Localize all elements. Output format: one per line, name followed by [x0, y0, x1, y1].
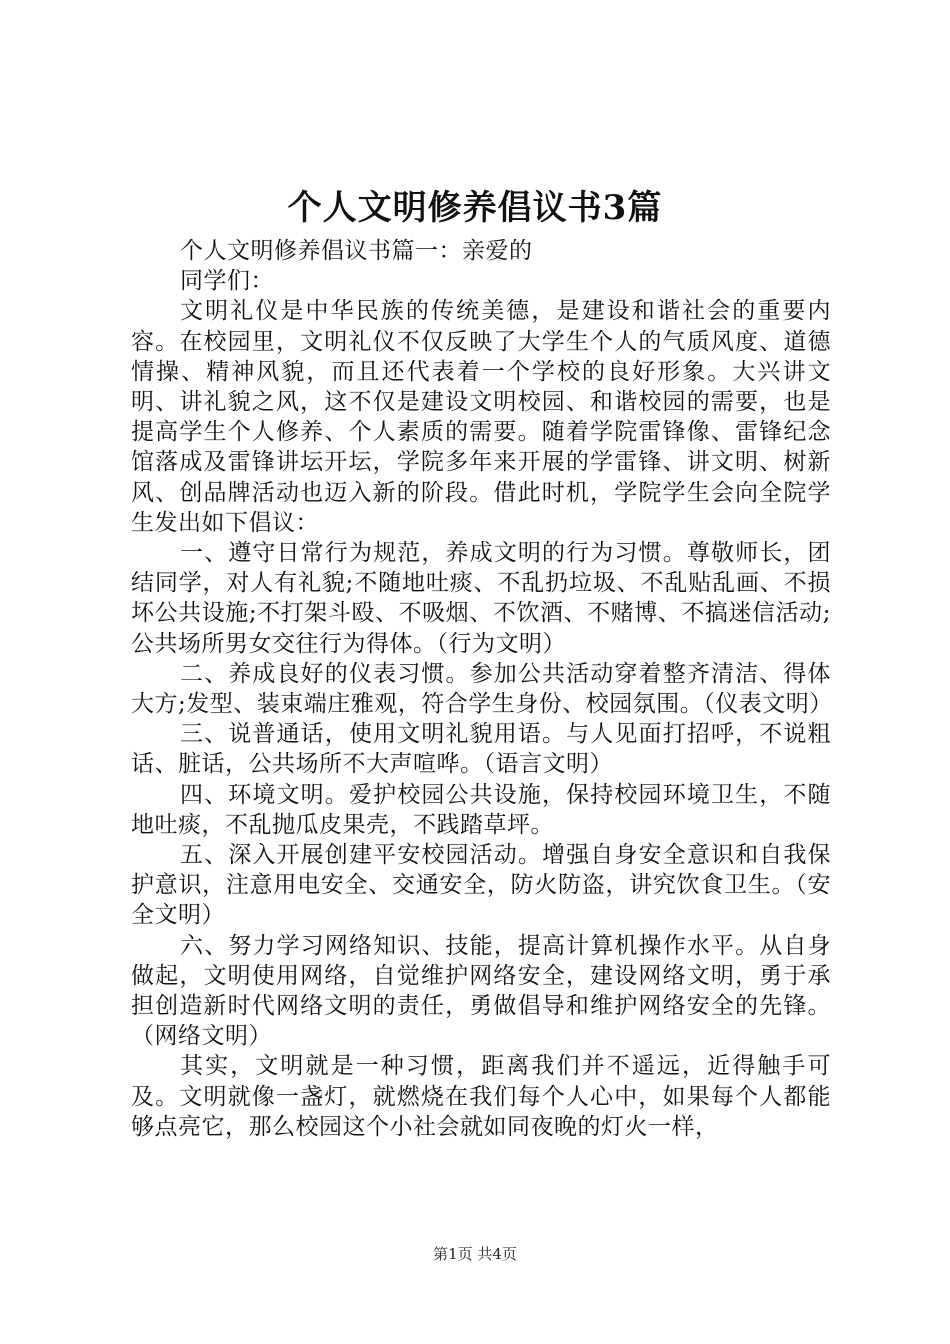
document-body — [131, 236, 831, 1142]
paragraph-6: 三、说普通话，使用文明礼貌用语。与人见面打招呼，不说粗话、脏话，公共场所不大声喧哗。（语言文明） — [131, 721, 831, 778]
paragraph-3: 文明礼仪是中华民族的传统美德，是建设和谐社会的重要内容。在校园里，文明礼仪不仅反映了大学生个人的气质风度、道德情操、精神风貌，而且还代表着一个学校的良好形象。大兴讲文明、讲礼貌之风，这不仅是建设文明校园、和谐校园的需要，也是提高学生个人修养、个人素质的需要。随着学院雷锋像、雷锋纪念馆落成及雷锋讲坛开坛，学院多年来开展的学雷锋、讲文明、树新风、创品牌活动也迈入新的阶段。借此时机，学院学生会向全院学生发出如下倡议： — [131, 298, 831, 536]
page-footer: 第1页 共4页 — [433, 1245, 517, 1263]
paragraph-7: 四、环境文明。爱护校园公共设施，保持校园环境卫生，不随地吐痰，不乱抛瓜皮果壳，不践踏草坪。 — [131, 781, 831, 838]
paragraph-8: 五、深入开展创建平安校园活动。增强自身安全意识和自我保护意识，注意用电安全、交通安全，防火防盗，讲究饮食卫生。（安全文明） — [131, 842, 831, 929]
paragraph-1: 个人文明修养倡议书篇一：亲爱的 — [180, 238, 533, 264]
paragraph-4: 一、遵守日常行为规范，养成文明的行为习惯。尊敬师长，团结同学，对人有礼貌;不随地吐痰、不乱扔垃圾、不乱贴乱画、不损坏公共设施;不打架斗殴、不吸烟、不饮酒、不赌博、不搞迷信活动;公共场所男女交往行为得体。（行为文明） — [131, 540, 831, 657]
paragraph-9: 六、努力学习网络知识、技能，提高计算机操作水平。从自身做起，文明使用网络，自觉维护网络安全，建设网络文明，勇于承担创造新时代网络文明的责任，勇做倡导和维护网络安全的先锋。（网络文明） — [131, 932, 831, 1050]
paragraph-2: 同学们： — [180, 268, 274, 295]
paragraph-10: 其实，文明就是一种习惯，距离我们并不遥远，近得触手可及。文明就像一盏灯，就燃烧在我们每个人心中，如果每个人都能够点亮它，那么校园这个小社会就如同夜晚的灯火一样， — [131, 1053, 831, 1140]
paragraph-5: 二、养成良好的仪表习惯。参加公共活动穿着整齐清洁、得体大方;发型、装束端庄雅观，符合学生身份、校园氛围。（仪表文明） — [131, 660, 833, 718]
document-title: 个人文明修养倡议书3篇 — [287, 188, 663, 228]
